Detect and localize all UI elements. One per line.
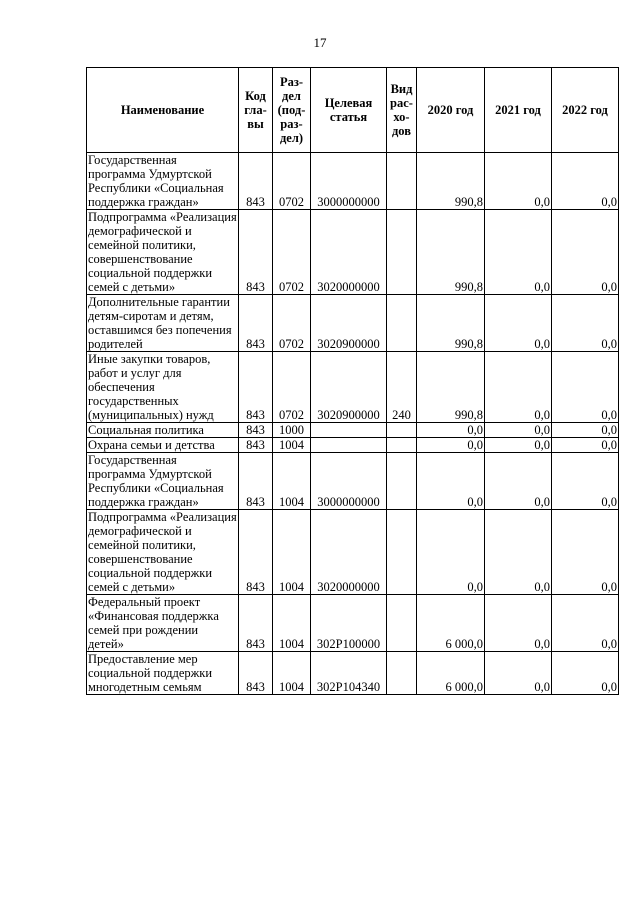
row-2020: 990,8 bbox=[417, 210, 485, 295]
header-code: Код гла-вы bbox=[239, 68, 273, 153]
row-name: Иные закупки товаров, работ и услуг для обеспечения государственных (муниципальных) нужд bbox=[87, 352, 239, 423]
table-row bbox=[87, 295, 619, 352]
table-row bbox=[87, 438, 619, 453]
table-row bbox=[87, 423, 619, 438]
row-2021: 0,0 bbox=[485, 153, 552, 210]
row-code: 843 bbox=[239, 595, 273, 652]
table-row bbox=[87, 453, 619, 510]
table-row bbox=[87, 595, 619, 652]
row-target: 3020000000 bbox=[311, 510, 387, 595]
row-2021: 0,0 bbox=[485, 438, 552, 453]
row-2020: 6 000,0 bbox=[417, 652, 485, 695]
row-vid bbox=[387, 153, 417, 210]
row-2021: 0,0 bbox=[485, 595, 552, 652]
row-name: Предоставление мер социальной поддержки многодетным семьям bbox=[87, 652, 239, 695]
row-name: Социальная политика bbox=[87, 423, 239, 438]
budget-table bbox=[86, 67, 619, 695]
row-vid bbox=[387, 423, 417, 438]
row-2021: 0,0 bbox=[485, 352, 552, 423]
header-2022: 2022 год bbox=[552, 68, 619, 153]
row-code: 843 bbox=[239, 153, 273, 210]
row-2021: 0,0 bbox=[485, 510, 552, 595]
header-2020: 2020 год bbox=[417, 68, 485, 153]
row-name: Федеральный проект «Финансовая поддержка семей при рождении детей» bbox=[87, 595, 239, 652]
row-section: 1004 bbox=[273, 595, 311, 652]
row-2022: 0,0 bbox=[552, 295, 619, 352]
row-vid bbox=[387, 438, 417, 453]
row-code: 843 bbox=[239, 453, 273, 510]
table-row bbox=[87, 210, 619, 295]
row-target bbox=[311, 423, 387, 438]
row-vid bbox=[387, 210, 417, 295]
header-name: Наименование bbox=[87, 68, 239, 153]
row-2022: 0,0 bbox=[552, 453, 619, 510]
row-code: 843 bbox=[239, 352, 273, 423]
row-2020: 990,8 bbox=[417, 295, 485, 352]
table-row bbox=[87, 510, 619, 595]
row-2022: 0,0 bbox=[552, 595, 619, 652]
row-2022: 0,0 bbox=[552, 652, 619, 695]
row-name: Подпрограмма «Реализация демографической и семейной политики, совершенствование социальной поддержки семей с детьми» bbox=[88, 510, 237, 594]
row-section: 1004 bbox=[273, 510, 311, 595]
row-code: 843 bbox=[239, 423, 273, 438]
row-target: 302P100000 bbox=[311, 595, 387, 652]
header-section: Раз-дел (под-раз-дел) bbox=[273, 68, 311, 153]
row-target: 3020000000 bbox=[311, 210, 387, 295]
table-row bbox=[87, 352, 619, 423]
page-number: 17 bbox=[313, 35, 327, 50]
row-2022: 0,0 bbox=[552, 510, 619, 595]
row-name: Государственная программа Удмуртской Республики «Социальная поддержка граждан» bbox=[87, 153, 239, 210]
row-vid bbox=[387, 295, 417, 352]
row-vid bbox=[387, 595, 417, 652]
row-2020: 0,0 bbox=[417, 453, 485, 510]
header-row bbox=[87, 68, 619, 153]
row-2022: 0,0 bbox=[552, 423, 619, 438]
row-target: 3020900000 bbox=[311, 295, 387, 352]
row-2021: 0,0 bbox=[485, 423, 552, 438]
row-2022: 0,0 bbox=[552, 352, 619, 423]
row-2021: 0,0 bbox=[485, 295, 552, 352]
row-code: 843 bbox=[239, 438, 273, 453]
row-2020: 0,0 bbox=[417, 423, 485, 438]
row-2020: 990,8 bbox=[417, 153, 485, 210]
row-vid bbox=[387, 652, 417, 695]
row-name: Дополнительные гарантии детям-сиротам и детям, оставшимся без попечения родителей bbox=[87, 295, 239, 352]
row-2020: 6 000,0 bbox=[417, 595, 485, 652]
row-target: 3020900000 bbox=[311, 352, 387, 423]
header-2021: 2021 год bbox=[485, 68, 552, 153]
row-target: 3000000000 bbox=[311, 153, 387, 210]
row-2022: 0,0 bbox=[552, 153, 619, 210]
row-code: 843 bbox=[239, 510, 273, 595]
row-code: 843 bbox=[239, 210, 273, 295]
header-target: Целевая статья bbox=[311, 68, 387, 153]
row-vid bbox=[387, 453, 417, 510]
row-code: 843 bbox=[239, 295, 273, 352]
row-section: 1000 bbox=[273, 423, 311, 438]
row-vid bbox=[387, 510, 417, 595]
row-name: Государственная программа Удмуртской Республики «Социальная поддержка граждан» bbox=[87, 453, 239, 510]
row-vid: 240 bbox=[387, 352, 417, 423]
table-row bbox=[87, 153, 619, 210]
row-section: 0702 bbox=[273, 153, 311, 210]
header-vid: Вид рас-хо-дов bbox=[387, 68, 417, 153]
row-2022: 0,0 bbox=[552, 438, 619, 453]
row-2021: 0,0 bbox=[485, 652, 552, 695]
row-target bbox=[311, 438, 387, 453]
row-code: 843 bbox=[239, 652, 273, 695]
row-section: 1004 bbox=[273, 652, 311, 695]
row-2020: 990,8 bbox=[417, 352, 485, 423]
row-section: 0702 bbox=[273, 210, 311, 295]
row-name: Охрана семьи и детства bbox=[87, 438, 239, 453]
row-name: Подпрограмма «Реализация демографической и семейной политики, совершенствование социальной поддержки семей с детьми» bbox=[88, 210, 237, 294]
row-target: 302P104340 bbox=[311, 652, 387, 695]
row-section: 1004 bbox=[273, 453, 311, 510]
row-section: 0702 bbox=[273, 352, 311, 423]
row-2021: 0,0 bbox=[485, 453, 552, 510]
row-2021: 0,0 bbox=[485, 210, 552, 295]
row-2020: 0,0 bbox=[417, 510, 485, 595]
row-2020: 0,0 bbox=[417, 438, 485, 453]
row-section: 1004 bbox=[273, 438, 311, 453]
row-2022: 0,0 bbox=[552, 210, 619, 295]
row-target: 3000000000 bbox=[311, 453, 387, 510]
row-section: 0702 bbox=[273, 295, 311, 352]
table-row bbox=[87, 652, 619, 695]
